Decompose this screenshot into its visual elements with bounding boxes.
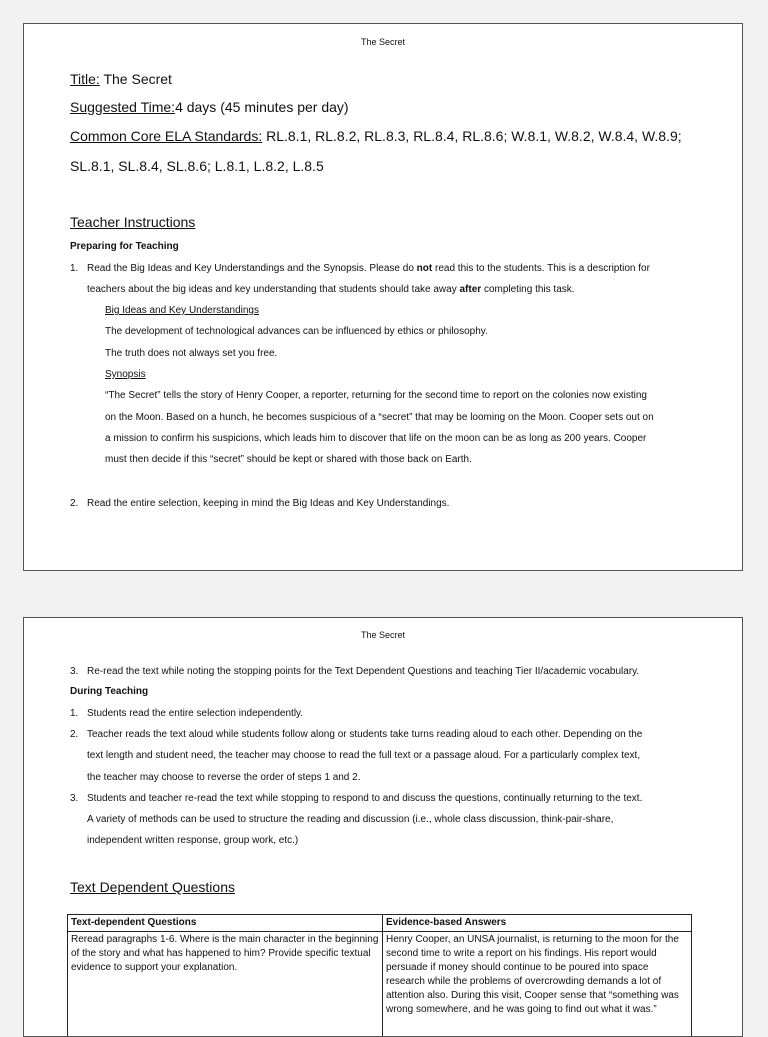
title-line (70, 71, 172, 87)
during-item3-line-2: A variety of methods can be used to structure the reading and discussion (i.e., whole class discussion, think-pair-share, (87, 814, 613, 825)
col-header-questions: Text-dependent Questions (68, 915, 383, 932)
standards-line-1 (70, 128, 682, 144)
table-row (68, 932, 692, 1037)
during-item3-number: 3. (70, 793, 78, 804)
time-line (70, 99, 349, 115)
tdq-heading: Text Dependent Questions (70, 879, 235, 895)
answer-cell: Henry Cooper, an UNSA journalist, is returning to the moon for the second time to write a report on his findings. His report would persuade if money should continue to be poured into space research while the problems of overcrowding demands a lot of attention also. During this visit, Cooper sense that “something was wrong somewhere, and he was going to find out what it was.” (383, 932, 692, 1037)
step1-bold: not (417, 263, 433, 274)
page-header: The Secret (24, 37, 742, 47)
standards-line-2: SL.8.1, SL.8.4, SL.8.6; L.8.1, L.8.2, L.8.5 (70, 158, 324, 174)
synopsis-line-1: “The Secret” tells the story of Henry Cooper, a reporter, returning for the second time to report on the colonies now existing (105, 390, 647, 401)
document-page-2 (23, 617, 743, 1037)
standards-label: Common Core ELA Standards: (70, 128, 262, 144)
step2-text: Read the entire selection, keeping in mind the Big Ideas and Key Understandings. (87, 498, 449, 509)
step1-line-2 (87, 284, 575, 295)
step1-line-1 (87, 263, 650, 274)
during-teaching-heading: During Teaching (70, 686, 148, 697)
step2-number: 2. (70, 498, 78, 509)
page-header: The Secret (24, 630, 742, 640)
synopsis-line-2: on the Moon. Based on a hunch, he becomes suspicious of a “secret” that may be looming on the Moon. Cooper sets out on (105, 412, 654, 423)
during-item2-line-1: Teacher reads the text aloud while students follow along or students take turns reading aloud to each other. Depending on the (87, 729, 642, 740)
synopsis-line-4: must then decide if this “secret” should be kept or shared with those back on Earth. (105, 454, 472, 465)
during-item2-line-2: text length and student need, the teacher may choose to read the full text or a passage aloud. For a particularly complex text, (87, 750, 640, 761)
big-idea-1: The development of technological advances can be influenced by ethics or philosophy. (105, 326, 488, 337)
question-cell: Reread paragraphs 1-6. Where is the main character in the beginning of the story and what has happened to him? Provide specific textual evidence to support your explanation. (68, 932, 383, 1037)
step1-number: 1. (70, 263, 78, 274)
step3-number: 3. (70, 666, 78, 677)
tdq-table (67, 914, 692, 1037)
time-label: Suggested Time: (70, 99, 175, 115)
synopsis-line-3: a mission to confirm his suspicions, which leads him to discover that life on the moon can be as long as 200 years. Cooper (105, 433, 646, 444)
during-item1-number: 1. (70, 708, 78, 719)
step1-line2-a: teachers about the big ideas and key understanding that students should take away (87, 284, 459, 295)
teacher-instructions-heading: Teacher Instructions (70, 214, 195, 230)
during-item2-line-3: the teacher may choose to reverse the order of steps 1 and 2. (87, 772, 361, 783)
standards-value-1: RL.8.1, RL.8.2, RL.8.3, RL.8.4, RL.8.6; W.8.1, W.8.2, W.8.4, W.8.9; (262, 128, 681, 144)
col-header-answers: Evidence-based Answers (383, 915, 692, 932)
during-item3-line-1: Students and teacher re-read the text while stopping to respond to and discuss the questions, continually returning to the text. (87, 793, 642, 804)
step1-text-a: Read the Big Ideas and Key Understandings and the Synopsis. Please do (87, 263, 417, 274)
title-value: The Secret (100, 71, 172, 87)
table-header-row (68, 915, 692, 932)
big-ideas-heading: Big Ideas and Key Understandings (105, 305, 259, 316)
during-item1-text: Students read the entire selection independently. (87, 708, 303, 719)
step3-text: Re-read the text while noting the stopping points for the Text Dependent Questions and teaching Tier II/academic vocabulary. (87, 666, 639, 677)
title-label: Title: (70, 71, 100, 87)
step1-line2-b: completing this task. (481, 284, 574, 295)
step1-text-b: read this to the students. This is a description for (432, 263, 650, 274)
step1-line2-bold: after (459, 284, 481, 295)
during-item2-number: 2. (70, 729, 78, 740)
synopsis-heading: Synopsis (105, 369, 146, 380)
preparing-heading: Preparing for Teaching (70, 241, 179, 252)
big-idea-2: The truth does not always set you free. (105, 348, 277, 359)
during-item3-line-3: independent written response, group work, etc.) (87, 835, 298, 846)
time-value: 4 days (45 minutes per day) (175, 99, 349, 115)
document-page-1 (23, 23, 743, 571)
